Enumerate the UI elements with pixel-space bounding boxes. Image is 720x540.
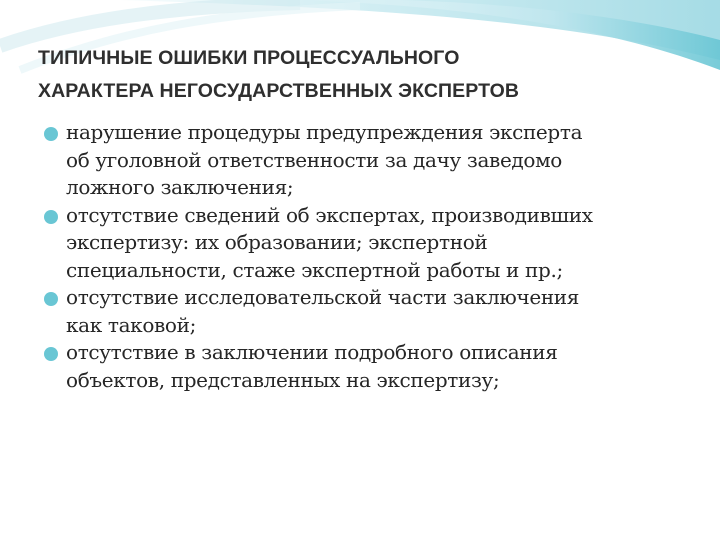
bullet-item-3 <box>44 284 704 339</box>
bullet-item-4 <box>44 339 704 394</box>
bullet-line: экспертизу: их образовании; экспертной <box>66 230 488 254</box>
bullet-line: отсутствие исследовательской части заключения <box>66 285 580 309</box>
bullet-dot-icon <box>44 347 58 361</box>
bullet-line: ложного заключения; <box>66 175 294 199</box>
bullet-line: нарушение процедуры предупреждения эксперта <box>66 120 583 144</box>
bullet-dot-icon <box>44 292 58 306</box>
title-line-1: ТИПИЧНЫЕ ОШИБКИ ПРОЦЕССУАЛЬНОГО <box>38 47 460 69</box>
bullet-item-1 <box>44 119 704 202</box>
slide-title <box>38 42 688 108</box>
bullet-item-2 <box>44 202 704 285</box>
bullet-line: объектов, представленных на экспертизу; <box>66 367 500 392</box>
bullet-dot-icon <box>44 210 58 224</box>
bullet-line: как таковой; <box>66 312 196 337</box>
bullet-dot-icon <box>44 127 58 141</box>
bullet-line: отсутствие сведений об экспертах, производивших <box>66 202 593 227</box>
bullet-list <box>44 119 704 394</box>
bullet-line: об уголовной ответственности за дачу заведомо <box>66 147 562 172</box>
bullet-line: специальности, стаже экспертной работы и пр.; <box>66 257 563 282</box>
title-line-2: ХАРАКТЕРА НЕГОСУДАРСТВЕННЫХ ЭКСПЕРТОВ <box>38 80 520 102</box>
bullet-line: отсутствие в заключении подробного описания <box>66 340 558 364</box>
